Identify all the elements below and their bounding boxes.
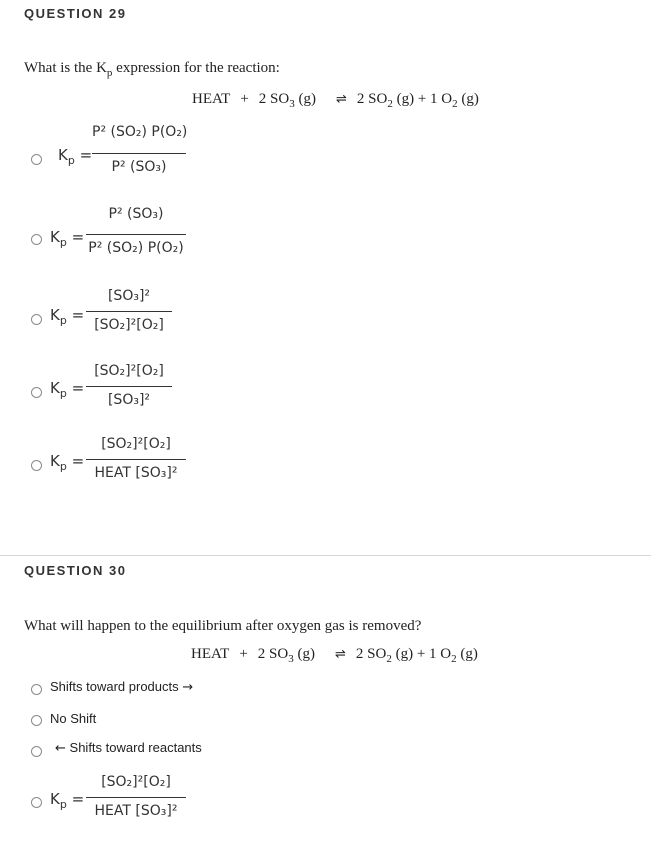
q30-option-1-radio[interactable] [31,684,42,695]
question-divider [0,555,651,556]
question-30-reaction: HEAT + 2 $SO_3$ (g) ⇌ 2 $SO_2$ (g) + 1 $O_2$ (g) [191,646,478,665]
q29-option-2-numerator: P² (SO₃) [108,206,164,222]
q29-option-1-radio[interactable] [31,154,42,165]
q29-option-3-denominator: [SO₂]²[O₂] [94,317,164,333]
q29-option-3-numerator: [SO₃]² [107,288,151,304]
q29-option-5-radio[interactable] [31,460,42,471]
q30-option-3-radio[interactable] [31,746,42,757]
q30-option-2-label: No Shift [50,711,97,726]
q30-option-4-numerator: [SO₂]²[O₂] [101,774,171,790]
equilibrium-arrow-icon: ⇌ [335,92,347,107]
q30-option-4-denominator: HEAT [SO₃]² [94,803,178,819]
question-30-title: QUESTION 30 [24,563,127,578]
q29-option-1-denominator: P² (SO₃) [111,159,167,175]
q29-option-2-denominator: P² (SO₂) P(O₂) [88,240,184,256]
equilibrium-arrow-icon: ⇌ [334,647,346,662]
q29-option-4-radio[interactable] [31,387,42,398]
q30-option-1-label: Shifts toward products → [50,679,194,695]
right-arrow-icon: → [182,680,194,695]
q29-option-4-denominator: [SO₃]² [107,392,151,408]
question-30-prompt: What will happen to the equilibrium after oxygen gas is removed? [24,618,422,634]
q29-option-4-numerator: [SO₂]²[O₂] [94,363,164,379]
q30-option-2-radio[interactable] [31,715,42,726]
question-29-reaction: HEAT + 2 $SO_3$ (g) ⇌ 2 $SO_2$ (g) + 1 $O_2$ (g) [192,91,479,110]
left-arrow-icon: ← [55,741,66,756]
q30-option-3-label: ← Shifts toward reactants [55,740,202,756]
question-29-prompt: What is the $K_p$ expression for the reaction: [24,60,280,79]
q29-option-1-numerator: P² (SO₂) P(O₂) [92,124,188,140]
q30-option-4-radio[interactable] [31,797,42,808]
question-29-title: QUESTION 29 [24,6,127,21]
q29-option-2-radio[interactable] [31,234,42,245]
q29-option-5-denominator: HEAT [SO₃]² [94,465,178,481]
q29-option-5-numerator: [SO₂]²[O₂] [101,436,171,452]
q29-option-3-radio[interactable] [31,314,42,325]
